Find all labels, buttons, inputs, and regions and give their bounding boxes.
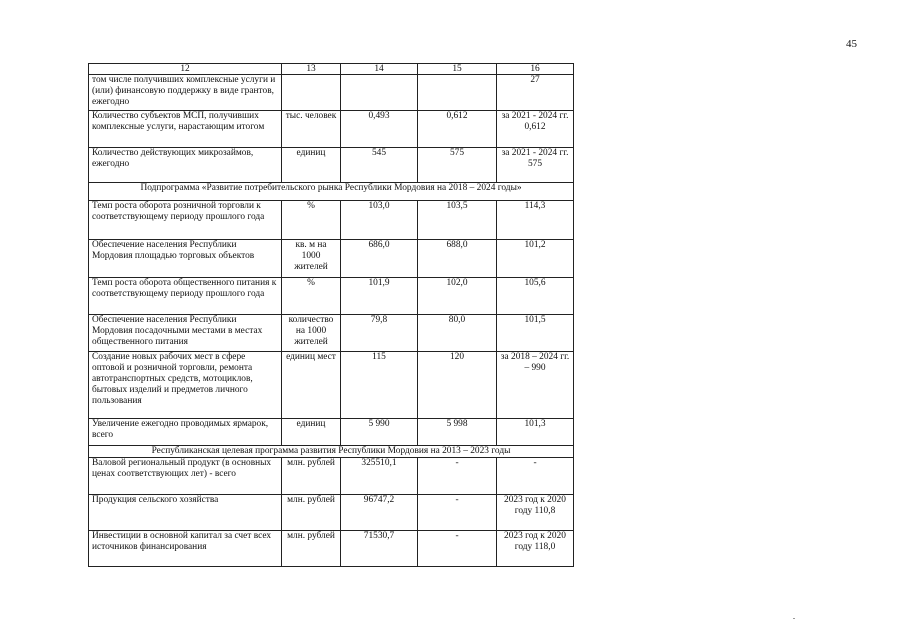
value-cell: 71530,7: [341, 531, 418, 567]
value-cell: 96747,2: [341, 495, 418, 531]
header-row: [89, 64, 574, 75]
unit-cell: количество на 1000 жителей: [282, 315, 341, 352]
value-cell: 103,0: [341, 201, 418, 240]
value-cell: 575: [418, 148, 497, 183]
unit-cell: млн. рублей: [282, 531, 341, 567]
unit-cell: %: [282, 278, 341, 315]
indicator-cell: Создание новых рабочих мест в сфере оптовой и розничной торговли, ремонта автотранспортных средств, мотоциклов, бытовых изделий и предметов личного пользования: [89, 352, 282, 419]
value-cell: 686,0: [341, 240, 418, 278]
page-number: 45: [846, 38, 857, 50]
value-cell: за 2021 - 2024 гг. 0,612: [497, 111, 574, 148]
indicator-cell: Темп роста оборота общественного питания к соответствующему периоду прошлого года: [89, 278, 282, 315]
unit-cell: кв. м на 1000 жителей: [282, 240, 341, 278]
header-cell: 15: [418, 64, 497, 75]
unit-cell: единиц мест: [282, 352, 341, 419]
unit-cell: млн. рублей: [282, 495, 341, 531]
section-title: Подпрограмма «Развитие потребительского рынка Республики Мордовия на 2018 – 2024 годы»: [89, 183, 574, 201]
table-row: [89, 315, 574, 352]
value-cell: 2023 год к 2020 году 110,8: [497, 495, 574, 531]
indicator-cell: Продукция сельского хозяйства: [89, 495, 282, 531]
value-cell: 688,0: [418, 240, 497, 278]
value-cell: -: [418, 458, 497, 495]
unit-cell: единиц: [282, 419, 341, 446]
value-cell: за 2021 - 2024 гг. 575: [497, 148, 574, 183]
table-row: [89, 75, 574, 111]
table-row: [89, 201, 574, 240]
value-cell: -: [418, 531, 497, 567]
indicator-cell: том числе получивших комплексные услуги и (или) финансовую поддержку в виде грантов, ежегодно: [89, 75, 282, 111]
value-cell: [341, 75, 418, 111]
value-cell: -: [418, 495, 497, 531]
value-cell: 101,9: [341, 278, 418, 315]
value-cell: 27: [497, 75, 574, 111]
value-cell: 0,612: [418, 111, 497, 148]
indicator-cell: Количество субъектов МСП, получивших комплексные услуги, нарастающим итогом: [89, 111, 282, 148]
value-cell: 103,5: [418, 201, 497, 240]
value-cell: 325510,1: [341, 458, 418, 495]
header-cell: 12: [89, 64, 282, 75]
unit-cell: [282, 75, 341, 111]
table-row: [89, 148, 574, 183]
indicators-table: [88, 63, 574, 567]
indicator-cell: Увеличение ежегодно проводимых ярмарок, всего: [89, 419, 282, 446]
section-row: [89, 446, 574, 458]
unit-cell: единиц: [282, 148, 341, 183]
scan-speck: [793, 618, 795, 619]
value-cell: -: [497, 458, 574, 495]
unit-cell: %: [282, 201, 341, 240]
value-cell: 2023 год к 2020 году 118,0: [497, 531, 574, 567]
value-cell: 101,5: [497, 315, 574, 352]
value-cell: 79,8: [341, 315, 418, 352]
indicator-cell: Темп роста оборота розничной торговли к соответствующему периоду прошлого года: [89, 201, 282, 240]
table-row: [89, 419, 574, 446]
value-cell: 120: [418, 352, 497, 419]
header-cell: 16: [497, 64, 574, 75]
value-cell: 105,6: [497, 278, 574, 315]
table-row: [89, 495, 574, 531]
value-cell: 80,0: [418, 315, 497, 352]
value-cell: за 2018 – 2024 гг. – 990: [497, 352, 574, 419]
indicator-cell: Валовой региональный продукт (в основных ценах соответствующих лет) - всего: [89, 458, 282, 495]
indicator-cell: Количество действующих микрозаймов, ежегодно: [89, 148, 282, 183]
value-cell: 0,493: [341, 111, 418, 148]
header-cell: 13: [282, 64, 341, 75]
table-row: [89, 111, 574, 148]
value-cell: 115: [341, 352, 418, 419]
table-row: [89, 458, 574, 495]
value-cell: 101,2: [497, 240, 574, 278]
table-row: [89, 352, 574, 419]
section-title: Республиканская целевая программа развития Республики Мордовия на 2013 – 2023 годы: [89, 446, 574, 458]
table-row: [89, 531, 574, 567]
section-row: [89, 183, 574, 201]
table-row: [89, 240, 574, 278]
indicator-cell: Обеспечение населения Республики Мордовия посадочными местами в местах общественного питания: [89, 315, 282, 352]
value-cell: 101,3: [497, 419, 574, 446]
indicator-cell: Обеспечение населения Республики Мордовия площадью торговых объектов: [89, 240, 282, 278]
value-cell: [418, 75, 497, 111]
indicator-cell: Инвестиции в основной капитал за счет всех источников финансирования: [89, 531, 282, 567]
value-cell: 5 998: [418, 419, 497, 446]
value-cell: 5 990: [341, 419, 418, 446]
unit-cell: млн. рублей: [282, 458, 341, 495]
table-row: [89, 278, 574, 315]
value-cell: 114,3: [497, 201, 574, 240]
value-cell: 102,0: [418, 278, 497, 315]
value-cell: 545: [341, 148, 418, 183]
header-cell: 14: [341, 64, 418, 75]
unit-cell: тыс. человек: [282, 111, 341, 148]
